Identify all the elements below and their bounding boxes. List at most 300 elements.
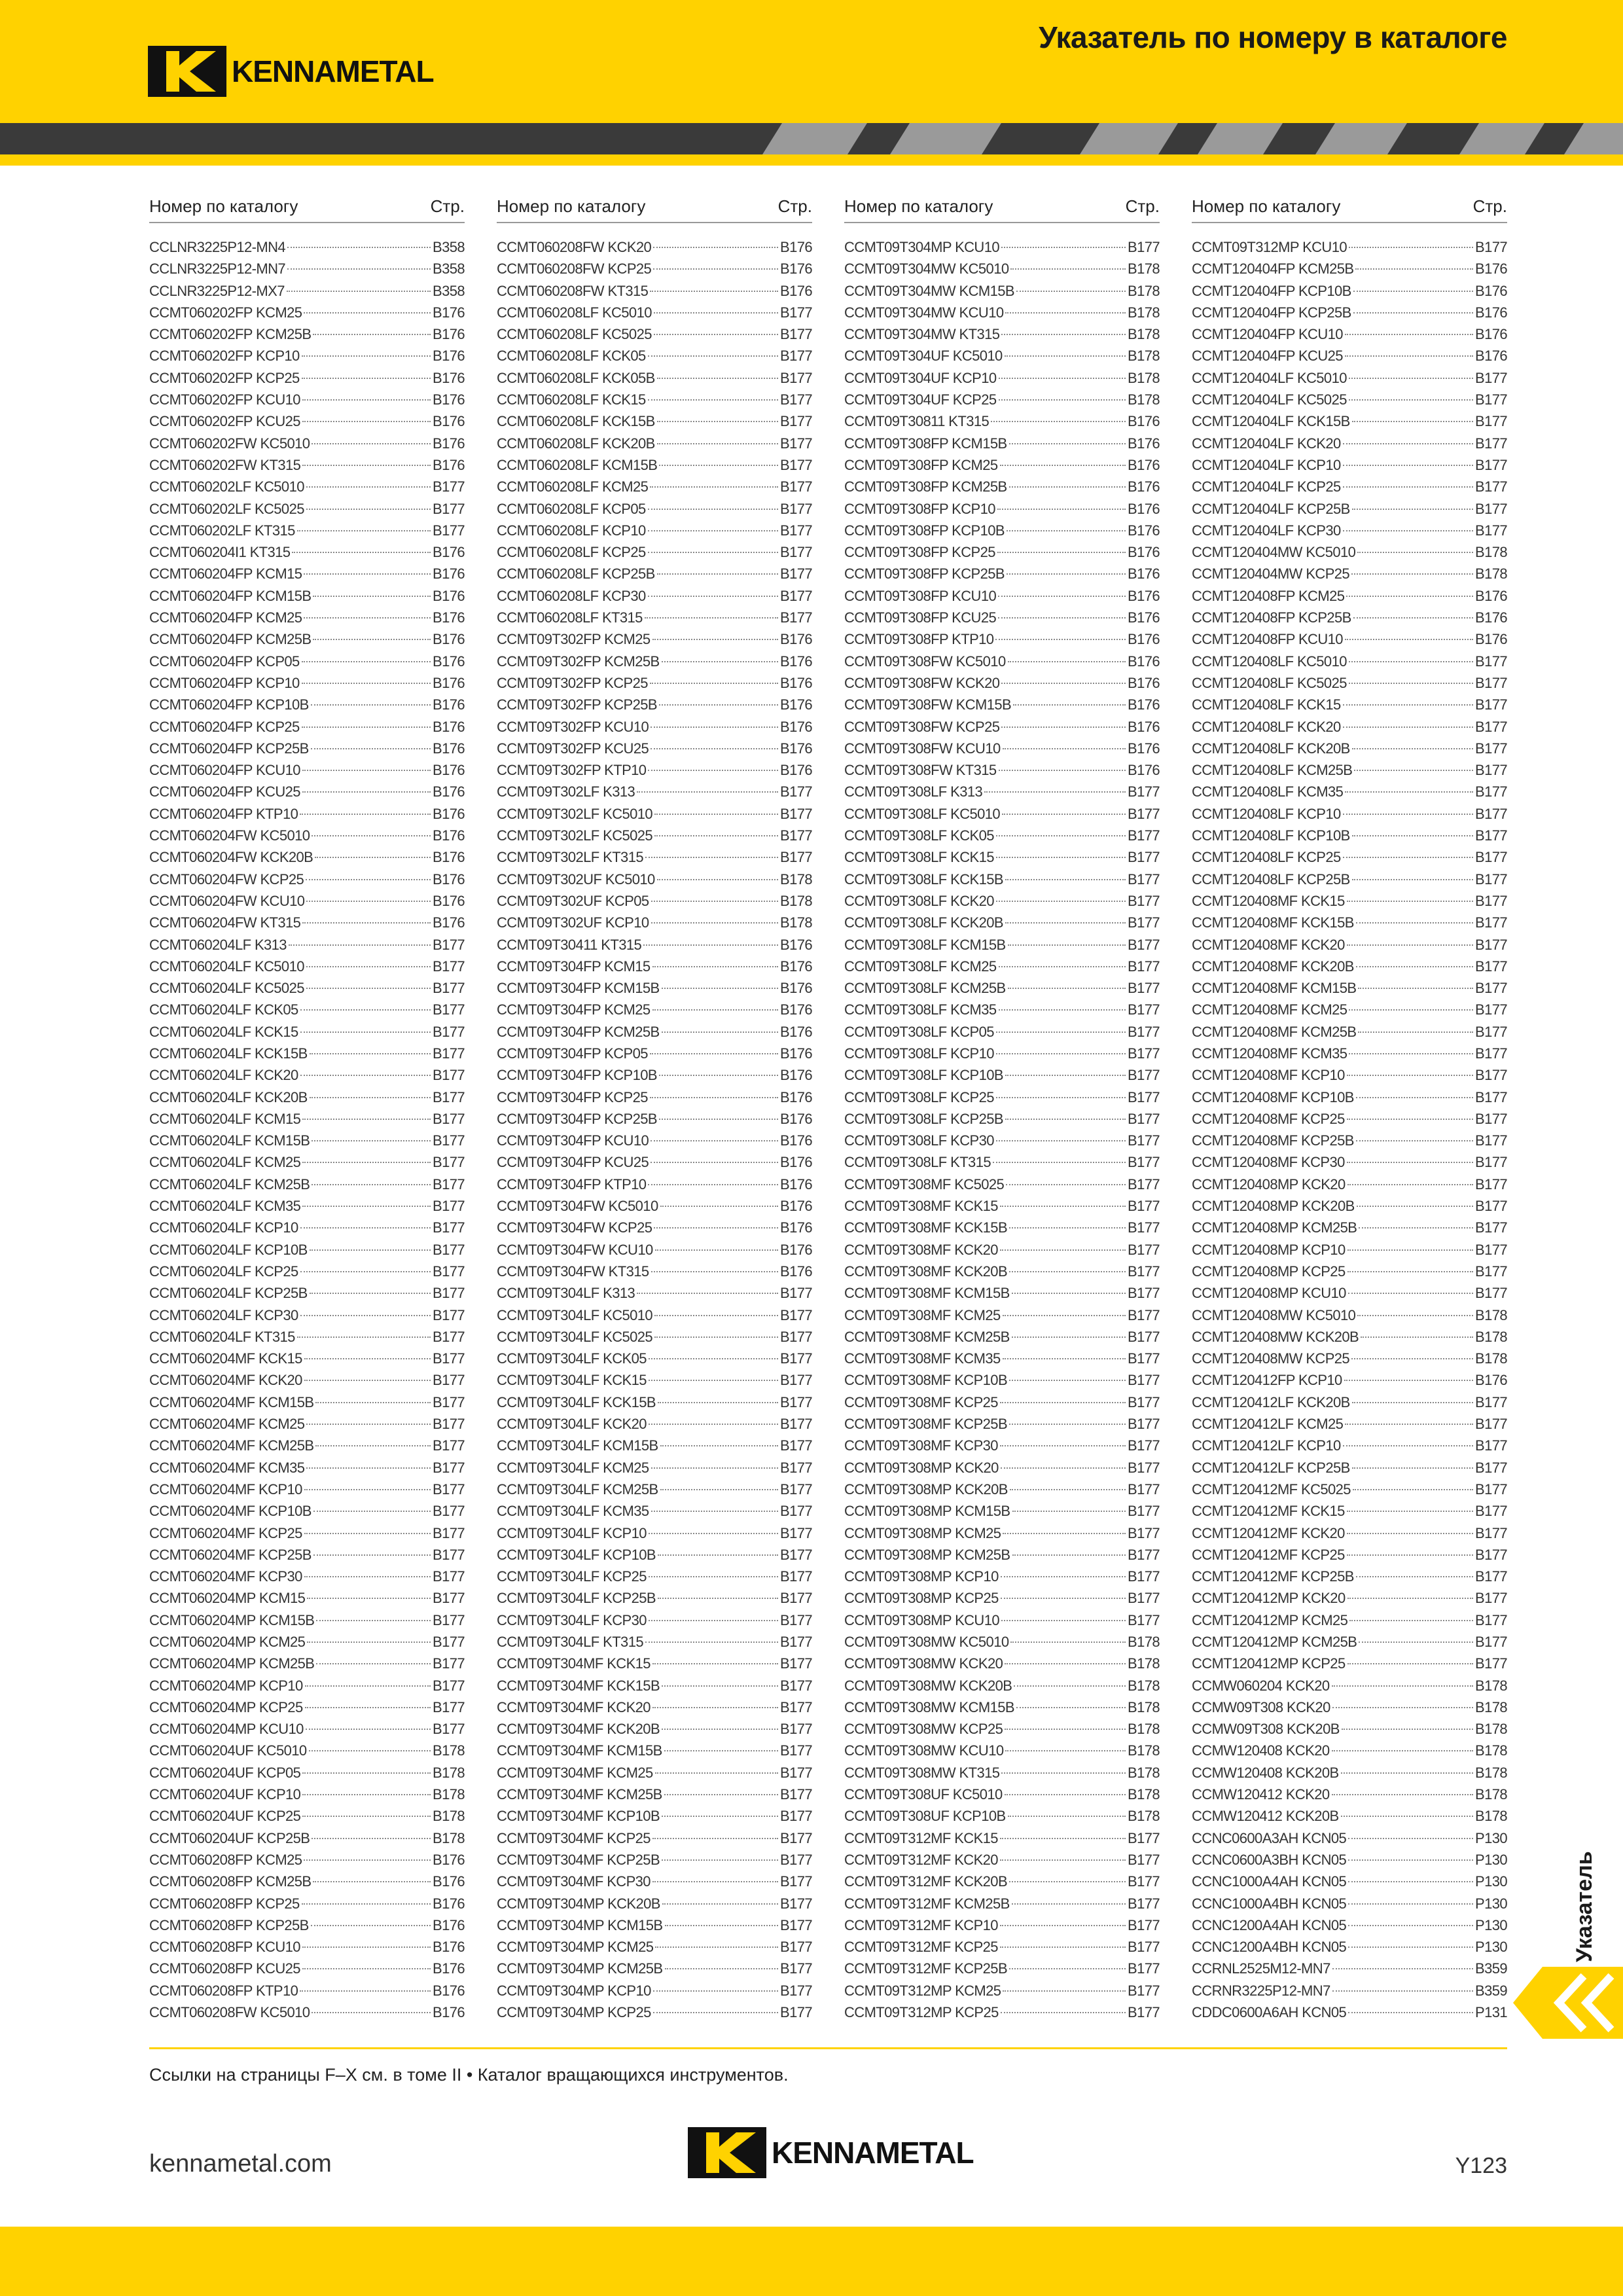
dot-leader bbox=[1005, 1663, 1126, 1664]
column-header-number: Номер по каталогу bbox=[149, 196, 298, 216]
page-reference: B176 bbox=[1128, 696, 1160, 713]
page-reference: B177 bbox=[1128, 1416, 1160, 1433]
index-entry bbox=[844, 1261, 1160, 1282]
catalog-number: CCMT060204FP KCU25 bbox=[149, 783, 300, 800]
dot-leader bbox=[287, 268, 431, 270]
page-reference: B177 bbox=[780, 1851, 812, 1868]
dot-leader bbox=[315, 1402, 431, 1403]
page-reference: B176 bbox=[780, 674, 812, 691]
catalog-number: CCMT060208FP KCP25 bbox=[149, 1895, 300, 1912]
page-reference: B177 bbox=[780, 1742, 812, 1759]
dot-leader bbox=[1353, 617, 1473, 619]
catalog-number: CCMT120408MP KCK20 bbox=[1192, 1175, 1346, 1193]
index-entry bbox=[1192, 846, 1507, 868]
catalog-number: CCMT060208FP KCU10 bbox=[149, 1939, 300, 1956]
page-reference: B358 bbox=[433, 239, 465, 255]
dot-leader bbox=[310, 1249, 431, 1251]
catalog-number: CCMT09T304MP KCK20B bbox=[497, 1895, 660, 1912]
catalog-number: CCMT120404LF KCP25B bbox=[1192, 500, 1350, 517]
catalog-number: CCMT060204MP KCP10 bbox=[149, 1677, 303, 1694]
page-reference: B177 bbox=[780, 1568, 812, 1585]
page-reference: B178 bbox=[780, 892, 812, 909]
index-entry bbox=[149, 1696, 465, 1718]
page-reference: B177 bbox=[1475, 1088, 1507, 1105]
index-entry bbox=[497, 476, 812, 497]
index-entry bbox=[497, 520, 812, 541]
dot-leader bbox=[312, 443, 431, 444]
page-reference: B178 bbox=[433, 1742, 465, 1759]
index-entry bbox=[149, 1064, 465, 1086]
catalog-number: CCMT120412LF KCM25 bbox=[1192, 1416, 1344, 1433]
entry-list bbox=[497, 236, 812, 2023]
dot-leader bbox=[1347, 901, 1473, 902]
page-reference: B177 bbox=[1475, 435, 1507, 452]
catalog-number: CCMT060204UF KCP05 bbox=[149, 1764, 301, 1781]
index-entry bbox=[844, 846, 1160, 868]
catalog-number: CCMT09T304UF KC5010 bbox=[844, 348, 1003, 365]
index-entry bbox=[497, 1435, 812, 1456]
page-reference: B178 bbox=[1128, 348, 1160, 365]
dot-leader bbox=[306, 1424, 431, 1425]
catalog-number: CCMT060204MF KCM25B bbox=[149, 1437, 314, 1454]
dot-leader bbox=[1006, 1184, 1126, 1185]
catalog-number: CCMT060204FP KCM25 bbox=[149, 609, 302, 626]
page-reference: B177 bbox=[433, 1219, 465, 1236]
page-reference: B178 bbox=[1128, 304, 1160, 321]
dot-leader bbox=[655, 1249, 778, 1251]
index-entry bbox=[1192, 1239, 1507, 1261]
page-reference: B178 bbox=[1128, 260, 1160, 278]
page-reference: B176 bbox=[780, 740, 812, 757]
index-entry bbox=[844, 651, 1160, 672]
index-entry bbox=[844, 1827, 1160, 1849]
catalog-number: CCMT09T308FW KCU10 bbox=[844, 740, 1001, 757]
dot-leader bbox=[304, 1859, 431, 1861]
dot-leader bbox=[306, 879, 431, 880]
dot-leader bbox=[1348, 2012, 1473, 2013]
page-reference: B177 bbox=[1128, 1590, 1160, 1607]
dot-leader bbox=[643, 944, 778, 946]
catalog-number: CCMT09T308FW KC5010 bbox=[844, 653, 1006, 670]
index-entry bbox=[149, 1914, 465, 1936]
index-entry bbox=[149, 258, 465, 279]
index-entry bbox=[149, 1369, 465, 1391]
dot-leader bbox=[1349, 661, 1473, 662]
index-entry bbox=[497, 1021, 812, 1043]
page-reference: B176 bbox=[1128, 674, 1160, 691]
page-reference: B176 bbox=[1128, 413, 1160, 430]
website-link[interactable]: kennametal.com bbox=[149, 2150, 332, 2178]
index-entry bbox=[149, 607, 465, 628]
index-entry bbox=[497, 498, 812, 520]
index-entry bbox=[497, 585, 812, 607]
index-entry bbox=[844, 977, 1160, 999]
page-reference: B177 bbox=[1475, 456, 1507, 473]
dot-leader bbox=[658, 1402, 778, 1403]
column-header bbox=[497, 193, 812, 223]
catalog-number: CCMT09T308MW KCU10 bbox=[844, 1742, 1004, 1759]
index-entry bbox=[844, 1282, 1160, 1304]
page-reference: B177 bbox=[780, 1634, 812, 1650]
catalog-number: CCMT060204LF KCM15 bbox=[149, 1110, 301, 1127]
page-reference: B177 bbox=[1128, 1437, 1160, 1454]
page-reference: B177 bbox=[433, 1372, 465, 1389]
catalog-number: CCMT09T308MW KCK20 bbox=[844, 1655, 1003, 1672]
index-entry bbox=[497, 1980, 812, 2001]
catalog-number: CCMT120412MP KCP25 bbox=[1192, 1655, 1346, 1672]
catalog-number: CCMT060202LF KC5010 bbox=[149, 478, 304, 495]
dot-leader bbox=[1009, 1227, 1126, 1229]
column-header-page: Стр. bbox=[777, 196, 812, 216]
catalog-number: CCMT120408LF KC5025 bbox=[1192, 674, 1347, 691]
brand-name: KENNAMETAL bbox=[232, 54, 434, 88]
dot-leader bbox=[1359, 1227, 1473, 1229]
dot-leader bbox=[651, 1467, 779, 1469]
index-entry bbox=[149, 302, 465, 323]
dot-leader bbox=[287, 291, 431, 292]
dot-leader bbox=[652, 639, 778, 640]
dot-leader bbox=[652, 1707, 778, 1708]
index-entry bbox=[497, 977, 812, 999]
catalog-number: CCMT09T308UF KC5010 bbox=[844, 1786, 1003, 1803]
dot-leader bbox=[1343, 530, 1473, 531]
catalog-number: CCMT060204FP KCP10 bbox=[149, 674, 300, 691]
index-entry bbox=[497, 607, 812, 628]
index-column-3 bbox=[844, 193, 1160, 2023]
dot-leader bbox=[302, 1162, 431, 1163]
page-reference: B176 bbox=[433, 391, 465, 408]
page-reference: B177 bbox=[1475, 827, 1507, 844]
index-entry bbox=[497, 1544, 812, 1566]
catalog-number: CCRNL2525M12-MN7 bbox=[1192, 1960, 1330, 1977]
index-entry bbox=[497, 323, 812, 345]
dot-leader bbox=[302, 1119, 431, 1120]
page-reference: B177 bbox=[1475, 1067, 1507, 1084]
page-reference: B176 bbox=[780, 762, 812, 779]
catalog-number: CCMT09T308FP KCU10 bbox=[844, 587, 997, 604]
page-reference: P130 bbox=[1475, 1829, 1507, 1846]
index-entry bbox=[844, 672, 1160, 694]
page-reference: B177 bbox=[433, 1001, 465, 1018]
page-reference: B177 bbox=[780, 1655, 812, 1672]
catalog-number: CCMT120404LF KC5010 bbox=[1192, 369, 1347, 386]
index-entry bbox=[1192, 869, 1507, 890]
catalog-number: CCMW120412 KCK20B bbox=[1192, 1808, 1339, 1825]
catalog-number: CCMT09T308FW KCP25 bbox=[844, 718, 1000, 735]
catalog-number: CCMT09T302LF KC5010 bbox=[497, 805, 653, 822]
page-reference: B177 bbox=[780, 1480, 812, 1498]
catalog-number: CCMT09T304FP KCP10B bbox=[497, 1067, 657, 1084]
dot-leader bbox=[1332, 1750, 1474, 1751]
dot-leader bbox=[997, 509, 1126, 510]
catalog-number: CCMT120404LF KCP25 bbox=[1192, 478, 1341, 495]
index-entry bbox=[149, 1784, 465, 1805]
index-entry bbox=[149, 999, 465, 1020]
dot-leader bbox=[645, 857, 778, 858]
page-reference: B177 bbox=[780, 2004, 812, 2021]
index-entry bbox=[497, 280, 812, 302]
index-entry bbox=[497, 1653, 812, 1674]
page-reference: B178 bbox=[1475, 1764, 1507, 1781]
index-entry bbox=[844, 563, 1160, 584]
page-reference: B177 bbox=[780, 1350, 812, 1367]
page-reference: B177 bbox=[433, 1503, 465, 1520]
index-entry bbox=[844, 302, 1160, 323]
page-reference: P130 bbox=[1475, 1851, 1507, 1868]
catalog-number: CCMT120412MF KC5025 bbox=[1192, 1480, 1351, 1498]
index-entry bbox=[497, 803, 812, 825]
side-tab-text: Указатель bbox=[1572, 1851, 1597, 1962]
page-reference: B177 bbox=[1128, 2004, 1160, 2021]
catalog-number: CCMT09T304MW KC5010 bbox=[844, 260, 1009, 278]
catalog-number: CCMT060204FW KC5010 bbox=[149, 827, 310, 844]
dot-leader bbox=[302, 1206, 431, 1207]
dot-leader bbox=[302, 1816, 431, 1817]
index-entry bbox=[1192, 389, 1507, 410]
page-reference: B177 bbox=[1128, 1503, 1160, 1520]
page-reference: B176 bbox=[1475, 631, 1507, 648]
catalog-number: CCMT120404LF KC5025 bbox=[1192, 391, 1347, 408]
page-reference: B177 bbox=[1475, 740, 1507, 757]
catalog-number: CCMW09T308 KCK20B bbox=[1192, 1721, 1340, 1738]
catalog-number: CCMT060204LF KCP25B bbox=[149, 1285, 308, 1302]
index-entry bbox=[1192, 912, 1507, 933]
index-entry bbox=[497, 1500, 812, 1522]
page-reference: B177 bbox=[1128, 870, 1160, 888]
dot-leader bbox=[665, 1968, 779, 1969]
index-entry bbox=[1192, 236, 1507, 258]
page-reference: P130 bbox=[1475, 1916, 1507, 1933]
index-entry bbox=[1192, 977, 1507, 999]
catalog-number: CCMT09T308LF KCK20 bbox=[844, 892, 994, 909]
page-reference: B177 bbox=[1128, 1568, 1160, 1585]
page-reference: B178 bbox=[1128, 1677, 1160, 1694]
kennametal-logo bbox=[148, 46, 434, 97]
catalog-number: CCMT09T308FW KT315 bbox=[844, 762, 997, 779]
page-reference: B177 bbox=[1475, 1524, 1507, 1541]
page-reference: B177 bbox=[780, 1982, 812, 1999]
page-reference: B177 bbox=[780, 587, 812, 604]
catalog-number: CCMT120408FP KCU10 bbox=[1192, 631, 1343, 648]
index-entry bbox=[497, 236, 812, 258]
catalog-number: CCMT120408MF KCM35 bbox=[1192, 1045, 1347, 1062]
page-reference: B177 bbox=[433, 936, 465, 953]
chevron-left-icon[interactable] bbox=[1513, 1967, 1623, 2039]
index-entry bbox=[497, 890, 812, 912]
index-entry bbox=[149, 1762, 465, 1784]
catalog-number: CCMT060202FP KCM25B bbox=[149, 326, 312, 343]
dot-leader bbox=[1000, 1925, 1126, 1926]
catalog-number: CCMT060204LF KCP10 bbox=[149, 1219, 298, 1236]
index-entry bbox=[149, 1043, 465, 1064]
dot-leader bbox=[654, 1336, 778, 1338]
dot-leader bbox=[650, 1097, 778, 1098]
catalog-number: CCMT09T308MF KCK15B bbox=[844, 1219, 1008, 1236]
page-reference: B176 bbox=[1128, 565, 1160, 583]
page-reference: B178 bbox=[1475, 544, 1507, 561]
page-reference: B177 bbox=[1128, 783, 1160, 800]
page-reference: B177 bbox=[433, 1328, 465, 1345]
page-reference: B177 bbox=[1128, 1198, 1160, 1215]
catalog-number: CCMT060204MF KCM35 bbox=[149, 1459, 305, 1476]
dot-leader bbox=[313, 1881, 431, 1882]
index-entry bbox=[497, 651, 812, 672]
index-entry bbox=[844, 1696, 1160, 1718]
catalog-number: CCMT09T304MF KCP25B bbox=[497, 1851, 660, 1868]
index-entry bbox=[149, 1174, 465, 1195]
page-reference: P130 bbox=[1475, 1939, 1507, 1956]
page-reference: B177 bbox=[433, 1285, 465, 1302]
index-entry bbox=[844, 433, 1160, 454]
dot-leader bbox=[1005, 922, 1126, 924]
dot-leader bbox=[306, 966, 431, 967]
index-entry bbox=[149, 389, 465, 410]
page-reference: B177 bbox=[1128, 1982, 1160, 1999]
catalog-number: CCMT09T308MW KCP25 bbox=[844, 1721, 1003, 1738]
dot-leader bbox=[300, 1990, 431, 1992]
kennametal-k-icon bbox=[148, 46, 226, 97]
index-entry bbox=[1192, 433, 1507, 454]
index-entry bbox=[844, 1936, 1160, 1958]
catalog-number: CCMT120408MF KCK15 bbox=[1192, 892, 1345, 909]
index-entry bbox=[497, 912, 812, 933]
catalog-number: CCNC1200A4BH KCN05 bbox=[1192, 1939, 1347, 1956]
page-reference: B177 bbox=[1475, 1154, 1507, 1171]
index-entry bbox=[149, 1151, 465, 1173]
index-entry bbox=[844, 1566, 1160, 1587]
dot-leader bbox=[1001, 2012, 1126, 2013]
catalog-number: CCMT060204LF KCK20B bbox=[149, 1088, 308, 1105]
index-entry bbox=[497, 1479, 812, 1500]
dot-leader bbox=[657, 378, 778, 379]
index-entry bbox=[497, 846, 812, 868]
dot-leader bbox=[305, 1685, 431, 1687]
index-entry bbox=[844, 759, 1160, 781]
page-reference: B177 bbox=[780, 1808, 812, 1825]
catalog-number: CCMT060208LF KC5010 bbox=[497, 304, 652, 321]
page-reference: B177 bbox=[433, 1634, 465, 1650]
catalog-number: CCMT120408MF KCP10B bbox=[1192, 1088, 1354, 1105]
dot-leader bbox=[1348, 1293, 1473, 1294]
index-column-2 bbox=[497, 193, 812, 2023]
dot-leader bbox=[304, 1489, 431, 1490]
catalog-number: CCMT09T308MW KCM15B bbox=[844, 1698, 1014, 1715]
catalog-number: CCMT060208LF KCK20B bbox=[497, 435, 655, 452]
page-reference: B177 bbox=[780, 1611, 812, 1628]
page-reference: B178 bbox=[1128, 1808, 1160, 1825]
catalog-number: CCMT09T308MW KC5010 bbox=[844, 1634, 1009, 1650]
catalog-number: CCMT060208LF KC5025 bbox=[497, 326, 652, 343]
catalog-number: CCMT09T304MF KCK15B bbox=[497, 1677, 660, 1694]
index-entry bbox=[149, 345, 465, 367]
page-reference: B177 bbox=[1475, 1634, 1507, 1650]
index-entry bbox=[844, 869, 1160, 890]
index-entry bbox=[497, 563, 812, 584]
catalog-number: CCMT060204FP KCP10B bbox=[149, 696, 309, 713]
catalog-number: CCMT120408LF KCK15 bbox=[1192, 696, 1341, 713]
column-header-page: Стр. bbox=[430, 196, 465, 216]
page-reference: B176 bbox=[780, 1132, 812, 1149]
index-entry bbox=[149, 846, 465, 868]
index-entry bbox=[844, 1609, 1160, 1631]
catalog-number: CCMT060202FP KCP10 bbox=[149, 348, 300, 365]
index-entry bbox=[497, 1893, 812, 1914]
index-entry bbox=[497, 999, 812, 1020]
index-entry bbox=[149, 433, 465, 454]
page-reference: B176 bbox=[1128, 653, 1160, 670]
page-reference: B177 bbox=[433, 958, 465, 975]
catalog-number: CCMT060202LF KC5025 bbox=[149, 500, 304, 517]
dot-leader bbox=[1009, 1881, 1126, 1882]
dot-leader bbox=[1005, 1119, 1126, 1120]
catalog-number: CCMW120412 KCK20 bbox=[1192, 1786, 1330, 1803]
dot-leader bbox=[1347, 1554, 1473, 1556]
index-entry bbox=[1192, 1609, 1507, 1631]
catalog-number: CCMT060208FP KCU25 bbox=[149, 1960, 300, 1977]
index-entry bbox=[149, 1435, 465, 1456]
dot-leader bbox=[1361, 1336, 1473, 1338]
dot-leader bbox=[1014, 1685, 1126, 1687]
page-reference: B177 bbox=[780, 391, 812, 408]
page-reference: B359 bbox=[1475, 1960, 1507, 1977]
catalog-number: CCMT09T302FP KCU10 bbox=[497, 718, 649, 735]
index-entry bbox=[149, 1827, 465, 1849]
index-entry bbox=[149, 1631, 465, 1653]
page-reference: B177 bbox=[1475, 1416, 1507, 1433]
dot-leader bbox=[996, 1097, 1126, 1098]
index-entry bbox=[497, 258, 812, 279]
dot-leader bbox=[662, 1729, 778, 1730]
dot-leader bbox=[657, 421, 778, 422]
dot-leader bbox=[302, 1794, 431, 1795]
catalog-number: CCMT09T304FP KCM25B bbox=[497, 1023, 660, 1040]
index-entry bbox=[1192, 1566, 1507, 1587]
index-entry bbox=[1192, 1174, 1507, 1195]
page-reference: B177 bbox=[780, 369, 812, 386]
page-reference: B176 bbox=[433, 870, 465, 888]
dot-leader bbox=[1358, 988, 1473, 989]
dot-leader bbox=[1012, 1293, 1126, 1294]
dot-leader bbox=[297, 530, 431, 531]
dot-leader bbox=[1012, 1554, 1126, 1556]
index-entry bbox=[844, 454, 1160, 476]
catalog-number: CCMT060204FW KCU10 bbox=[149, 892, 305, 909]
dot-leader bbox=[654, 312, 778, 314]
page-reference: B177 bbox=[780, 1677, 812, 1694]
entry-list bbox=[844, 236, 1160, 2023]
page-reference: B176 bbox=[780, 260, 812, 278]
dot-leader bbox=[651, 748, 778, 749]
page-reference: B176 bbox=[433, 1895, 465, 1912]
dot-leader bbox=[660, 1489, 778, 1490]
dot-leader bbox=[302, 922, 431, 924]
kennametal-k-icon bbox=[688, 2127, 766, 2178]
catalog-number: CCMT060208FW KCP25 bbox=[497, 260, 652, 278]
catalog-number: CCMT09T308MP KCP10 bbox=[844, 1568, 999, 1585]
catalog-number: CCMT120412LF KCP10 bbox=[1192, 1437, 1341, 1454]
dot-leader bbox=[654, 334, 778, 335]
page-reference: P130 bbox=[1475, 1895, 1507, 1912]
page-reference: B177 bbox=[1475, 783, 1507, 800]
page-reference: B178 bbox=[1475, 1786, 1507, 1803]
index-entry bbox=[844, 1675, 1160, 1696]
index-entry bbox=[844, 999, 1160, 1020]
page-reference: B177 bbox=[780, 348, 812, 365]
catalog-number: CCMT060202FW KC5010 bbox=[149, 435, 310, 452]
index-entry bbox=[844, 1391, 1160, 1413]
catalog-number: CCMT120408LF KCP25 bbox=[1192, 849, 1341, 866]
dot-leader bbox=[1000, 1946, 1126, 1948]
